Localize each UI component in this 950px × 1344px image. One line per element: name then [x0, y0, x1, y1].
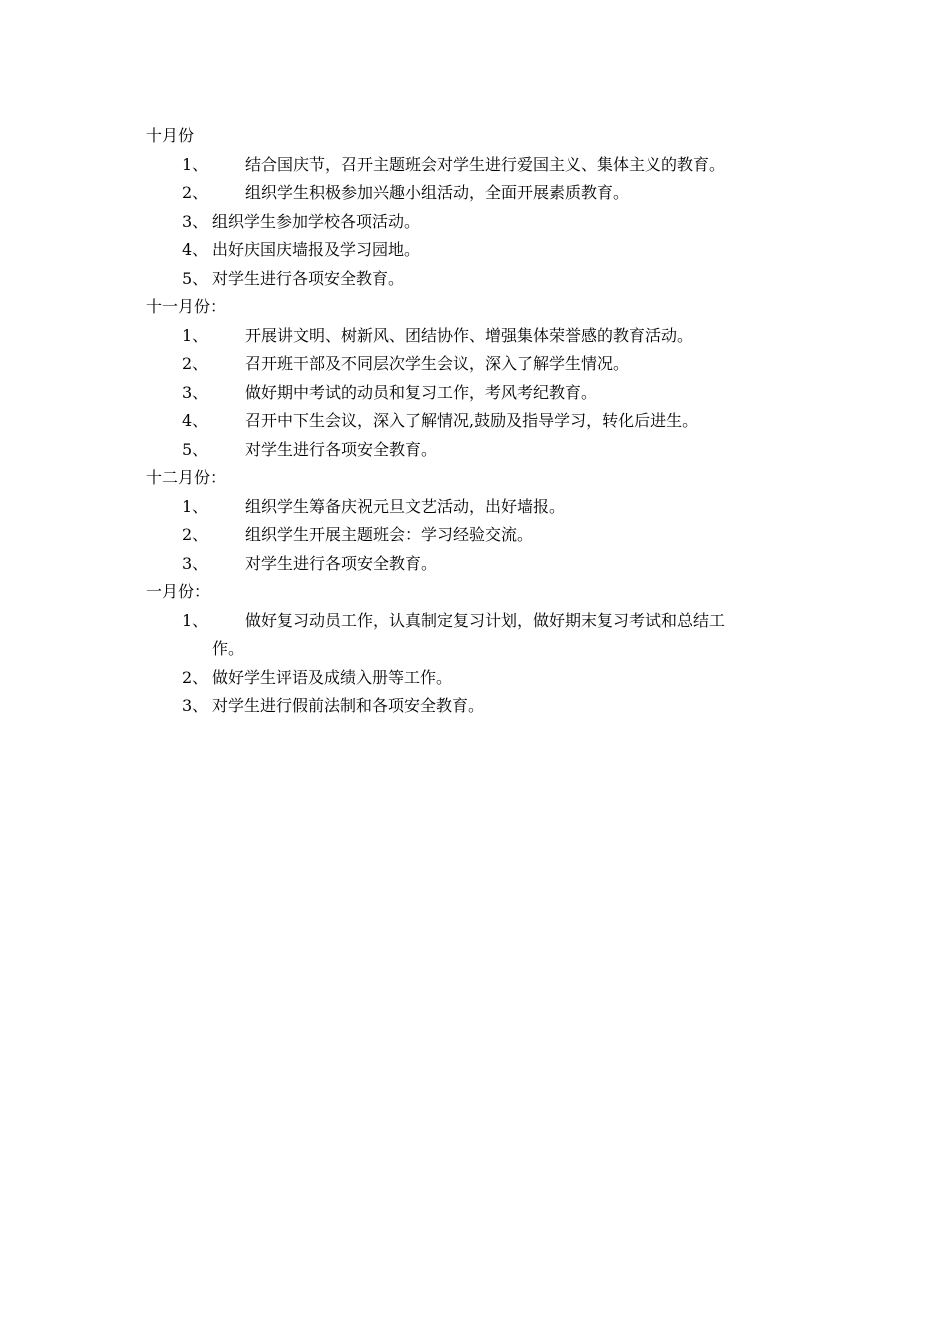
- item-text: 组织学生积极参加兴趣小组活动，全面开展素质教育。: [245, 183, 630, 202]
- item-text: 对学生进行各项安全教育。: [245, 553, 438, 573]
- list-item: [146, 322, 826, 351]
- item-number: 3、: [182, 696, 209, 715]
- list-item: [146, 436, 826, 465]
- item-number: 2、: [182, 525, 209, 544]
- item-text: 出好庆国庆墙报及学习园地。: [212, 240, 421, 259]
- list-item: [146, 151, 826, 180]
- item-text-continuation: 作。: [212, 639, 245, 658]
- item-text: 对学生进行各项安全教育。: [212, 268, 405, 288]
- list-item: [146, 265, 826, 294]
- item-text: 组织学生筹备庆祝元旦文艺活动，出好墙报。: [245, 496, 566, 516]
- item-text: 结合国庆节，召开主题班会对学生进行爱国主义、集体主义的教育。: [245, 154, 726, 174]
- item-text: 开展讲文明、树新风、团结协作、增强集体荣誉感的教育活动。: [245, 325, 694, 345]
- item-text: 做好期中考试的动员和复习工作，考风考纪教育。: [245, 382, 598, 402]
- item-number: 2、: [182, 667, 209, 687]
- item-number: 1、: [182, 610, 209, 630]
- list-item: [146, 379, 826, 408]
- item-text: 组织学生开展主题班会：学习经验交流。: [245, 525, 534, 544]
- item-number: 1、: [182, 325, 209, 345]
- item-number: 3、: [182, 553, 209, 573]
- month-heading-december: 十二月份：: [146, 468, 227, 487]
- item-number: 3、: [182, 211, 209, 231]
- item-number: 4、: [182, 240, 209, 259]
- item-number: 2、: [182, 354, 209, 373]
- plan-content: [146, 122, 826, 721]
- item-text: 对学生进行假前法制和各项安全教育。: [212, 696, 485, 715]
- item-text: 做好复习动员工作，认真制定复习计划，做好期末复习考试和总结工: [245, 610, 726, 630]
- item-number: 5、: [182, 268, 209, 288]
- list-item: [146, 407, 826, 436]
- list-item: [146, 236, 826, 265]
- month-heading-november: 十一月份：: [146, 297, 227, 316]
- item-text: 做好学生评语及成绩入册等工作。: [212, 667, 453, 687]
- item-number: 1、: [182, 154, 209, 174]
- list-item: [146, 607, 826, 664]
- item-text: 召开中下生会议，深入了解情况,鼓励及指导学习，转化后进生。: [245, 411, 699, 430]
- item-number: 1、: [182, 496, 209, 516]
- item-number: 5、: [182, 439, 209, 459]
- month-heading-january: 一月份：: [146, 582, 211, 601]
- list-item: [146, 179, 826, 208]
- list-item: [146, 692, 826, 721]
- item-number: 2、: [182, 183, 209, 202]
- list-item: [146, 550, 826, 579]
- list-item: [146, 208, 826, 237]
- list-item: [146, 350, 826, 379]
- list-item: [146, 493, 826, 522]
- item-number: 4、: [182, 411, 209, 430]
- item-text: 组织学生参加学校各项活动。: [212, 211, 421, 231]
- item-text: 对学生进行各项安全教育。: [245, 439, 438, 459]
- item-number: 3、: [182, 382, 209, 402]
- month-heading-october: 十月份: [146, 126, 195, 145]
- list-item: [146, 521, 826, 550]
- list-item: [146, 664, 826, 693]
- item-text: 召开班干部及不同层次学生会议，深入了解学生情况。: [245, 354, 630, 373]
